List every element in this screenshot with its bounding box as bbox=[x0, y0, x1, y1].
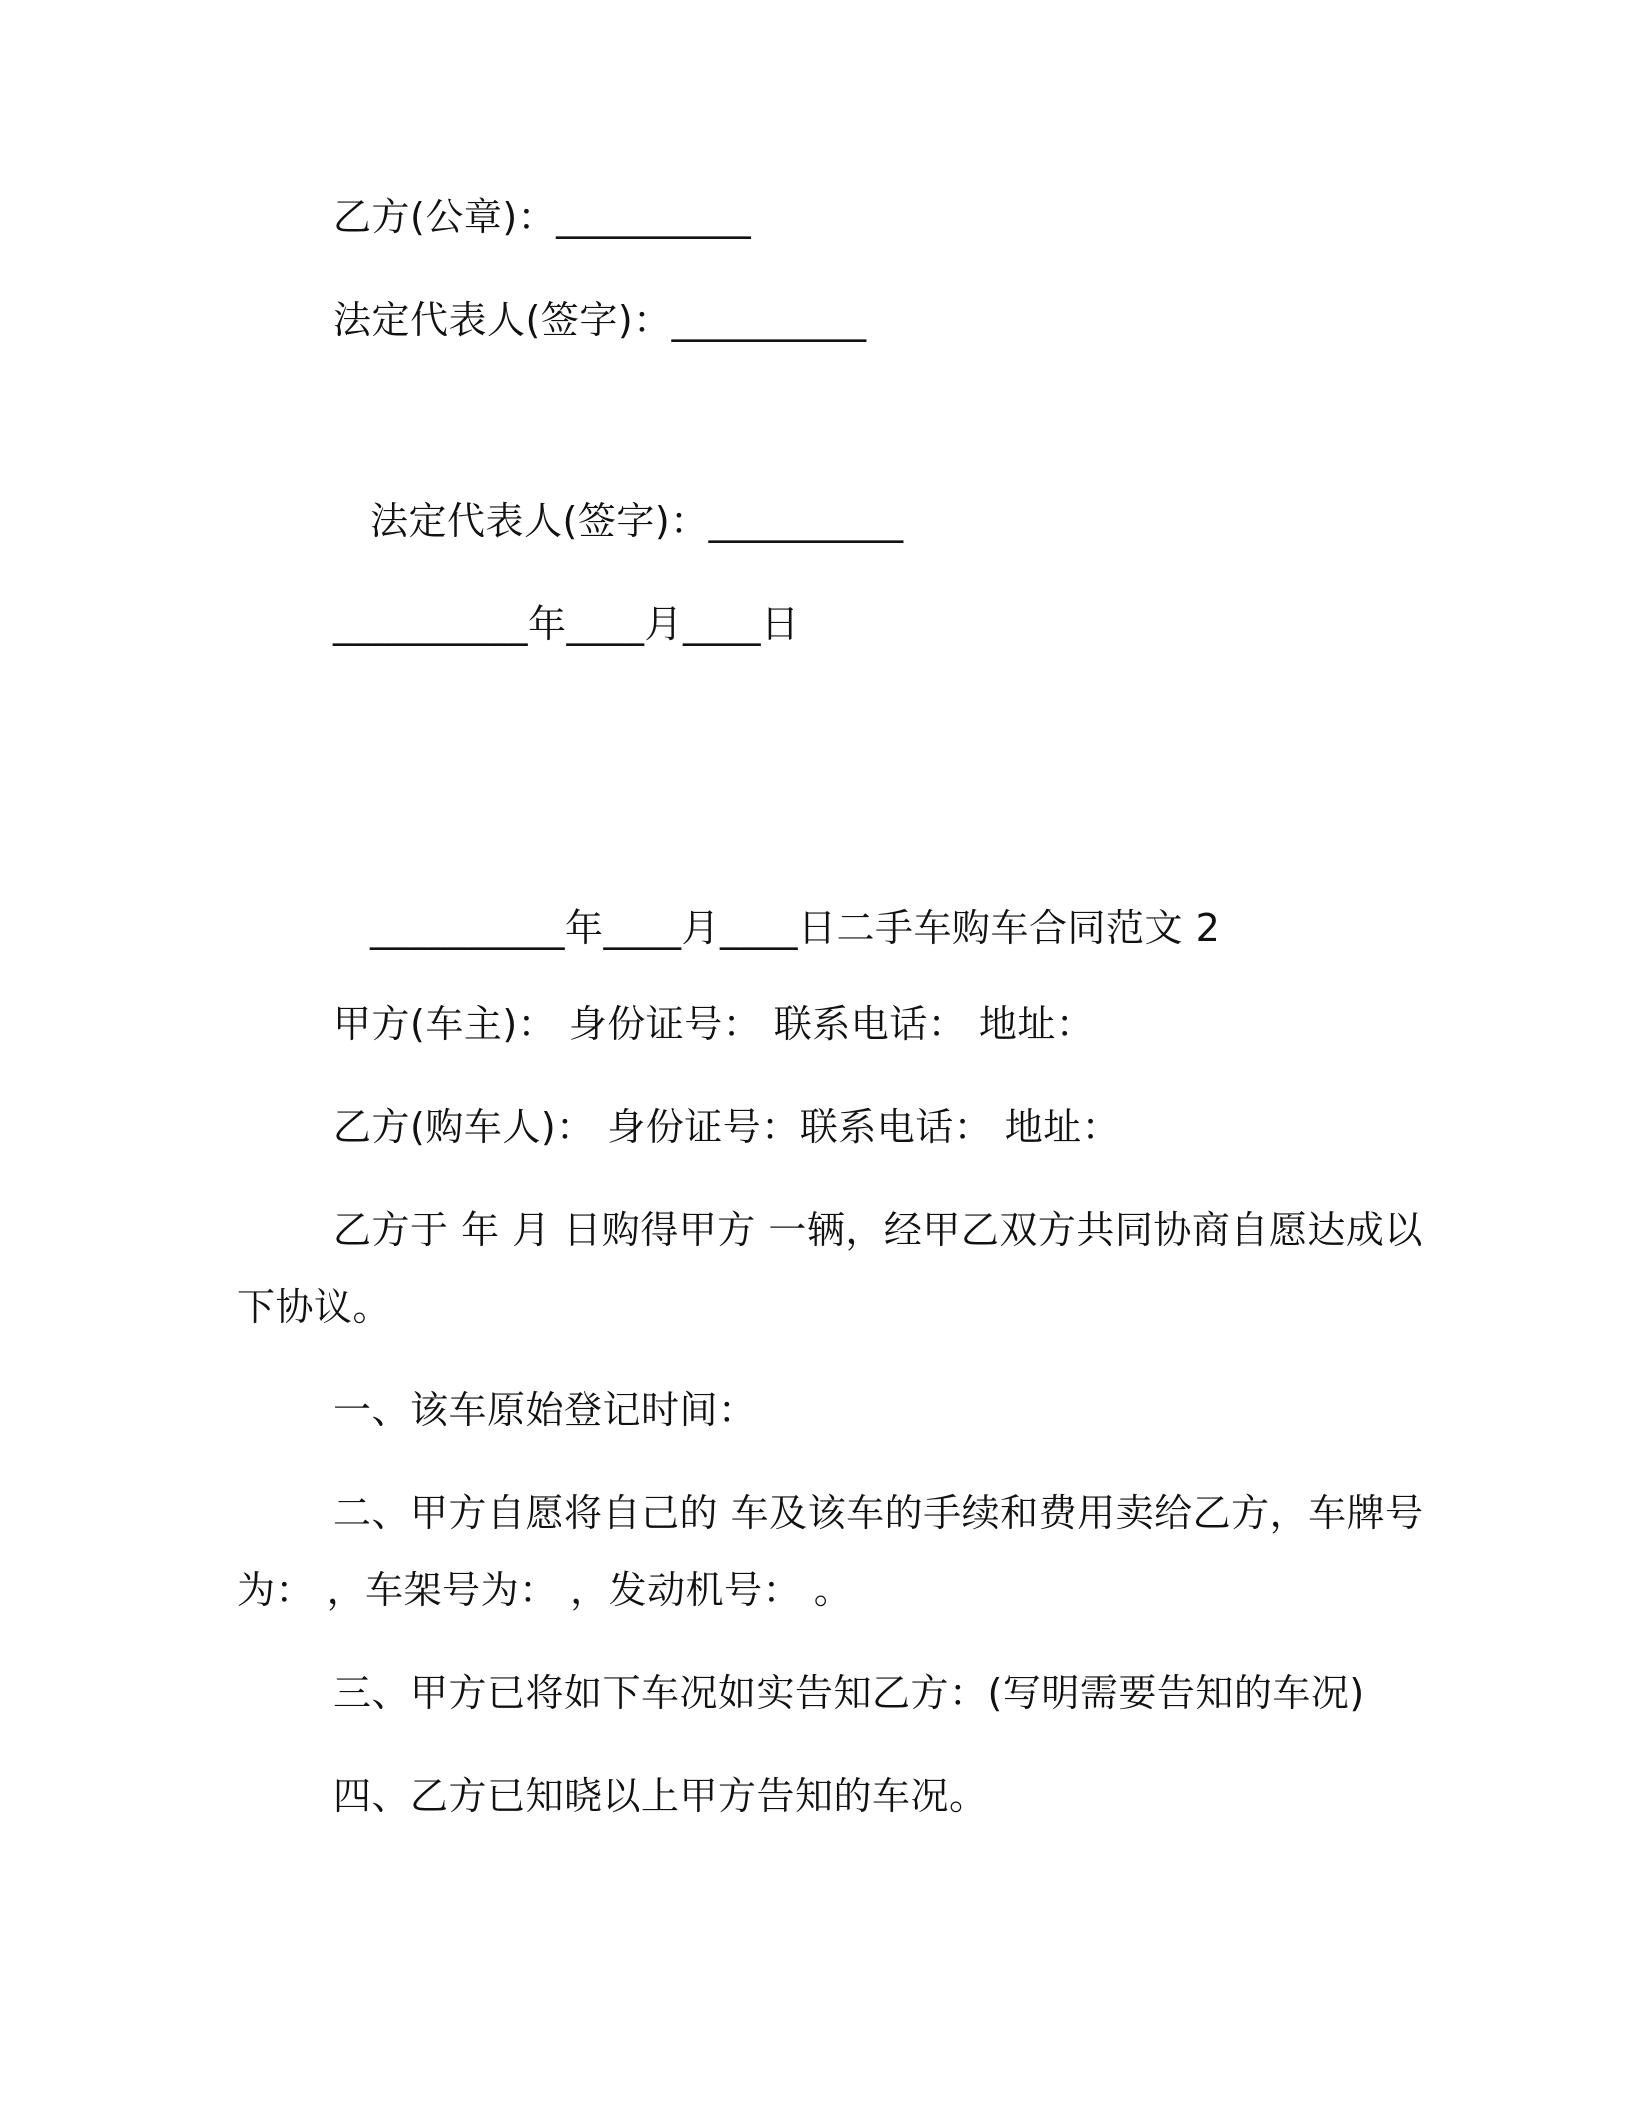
legal-representative-line: 法定代表人(签字)：__________ bbox=[333, 298, 867, 342]
intro-paragraph-line: 下协议。 bbox=[237, 1285, 392, 1329]
party-a-info: 甲方(车主)： 身份证号： 联系电话： 地址： bbox=[333, 1002, 1095, 1046]
clause-2-line: 为： ，车架号为： ，发动机号： 。 bbox=[237, 1568, 853, 1612]
date-line: __________年____月____日 bbox=[333, 602, 800, 646]
contract-title: __________年____月____日二手车购车合同范文 2 bbox=[370, 906, 1221, 950]
clause-3: 三、甲方已将如下车况如实告知乙方：(写明需要告知的车况) bbox=[333, 1671, 1365, 1715]
legal-representative-line: 法定代表人(签字)：__________ bbox=[370, 499, 904, 543]
party-b-seal-line: 乙方(公章)：__________ bbox=[333, 195, 752, 239]
clause-1: 一、该车原始登记时间： bbox=[333, 1388, 757, 1432]
clause-4: 四、乙方已知晓以上甲方告知的车况。 bbox=[333, 1774, 988, 1818]
intro-paragraph-line: 乙方于 年 月 日购得甲方 一辆，经甲乙双方共同协商自愿达成以 bbox=[333, 1208, 1423, 1252]
party-b-info: 乙方(购车人)： 身份证号：联系电话： 地址： bbox=[333, 1105, 1121, 1149]
clause-2-line: 二、甲方自愿将自己的 车及该车的手续和费用卖给乙方，车牌号 bbox=[333, 1491, 1424, 1535]
